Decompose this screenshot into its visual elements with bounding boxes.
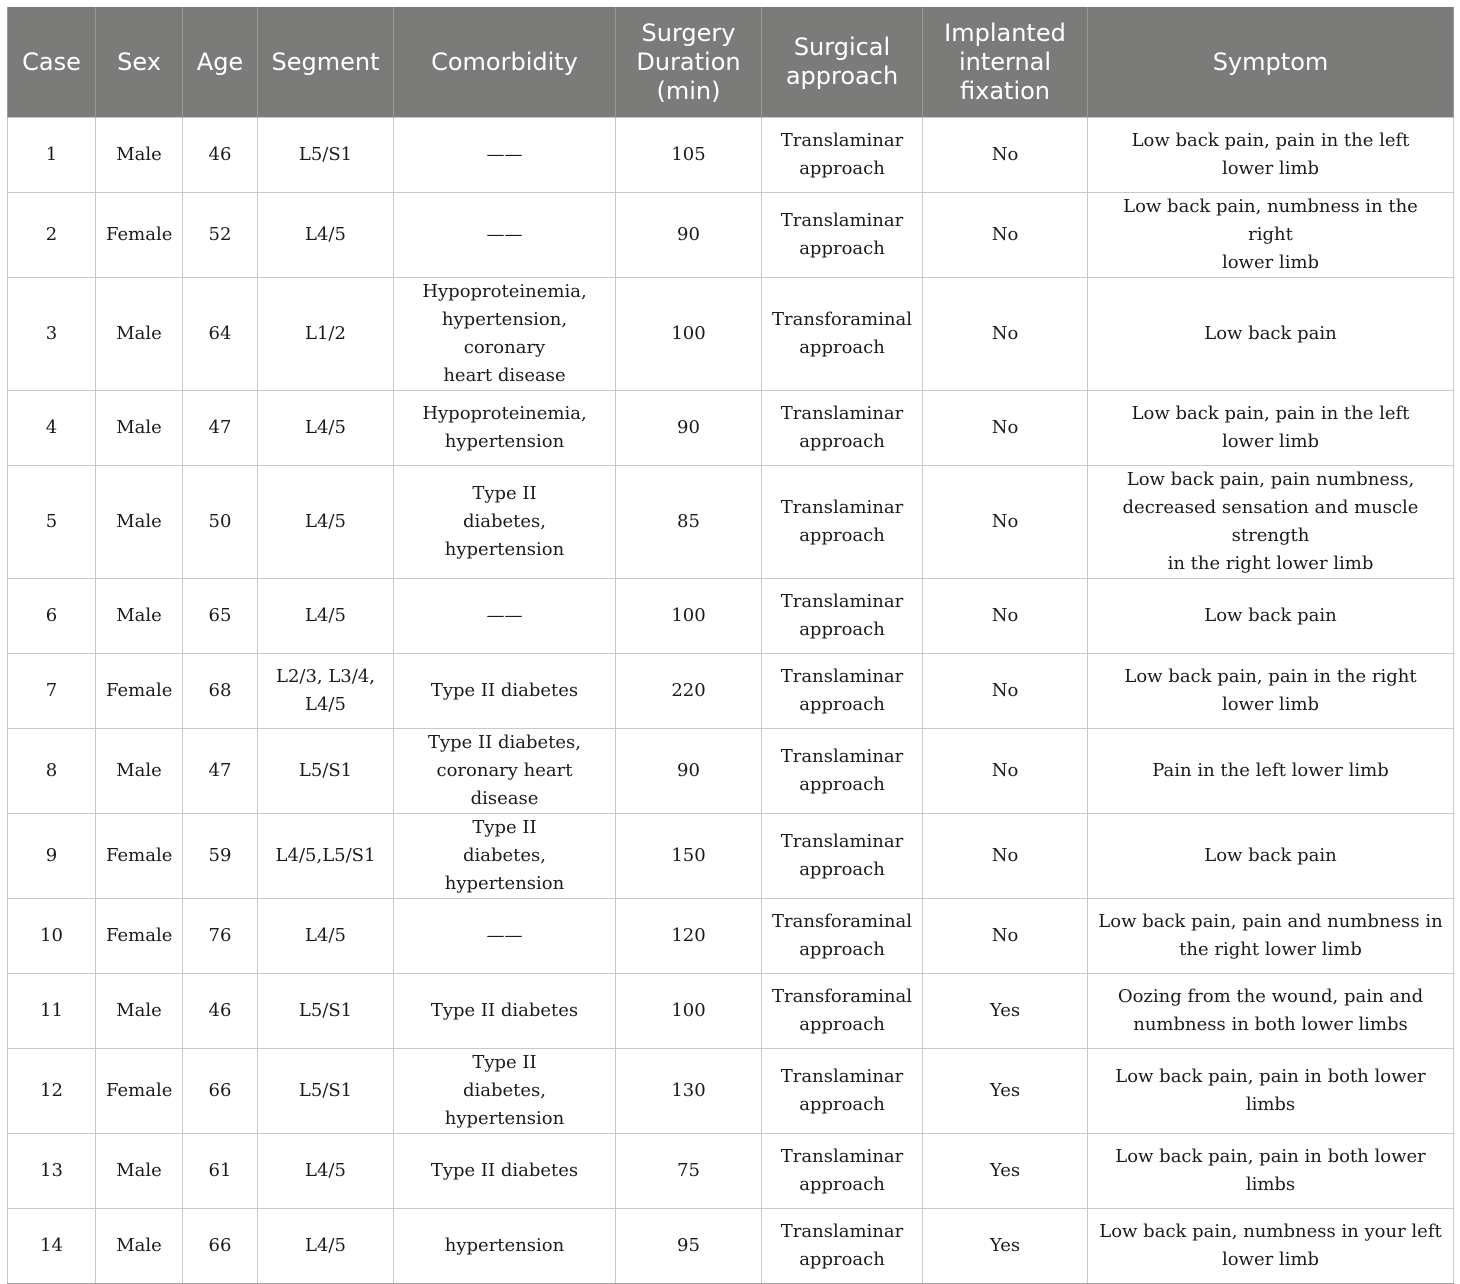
cell-surgical-approach: Translaminar approach (762, 1209, 923, 1284)
table-row (8, 118, 1454, 193)
cell-symptom: Low back pain, pain in the left lower limb (1088, 118, 1454, 193)
cell-case: 10 (8, 899, 96, 974)
cell-comorbidity: —— (394, 118, 616, 193)
header-age: Age (183, 7, 258, 118)
cell-comorbidity: Type II diabetes (394, 654, 616, 729)
cell-segment: L4/5 (258, 466, 394, 579)
cell-symptom: Low back pain (1088, 814, 1454, 899)
cell-symptom: Low back pain, pain in the right lower limb (1088, 654, 1454, 729)
cell-implanted-fixation: No (923, 193, 1088, 278)
table-row (8, 391, 1454, 466)
cell-symptom: Low back pain, pain numbness, decreased sensation and muscle strength in the right lower limb (1088, 466, 1454, 579)
cell-case: 14 (8, 1209, 96, 1284)
table-row (8, 1209, 1454, 1284)
cell-segment: L4/5 (258, 579, 394, 654)
table-body (8, 118, 1454, 1284)
cell-surgical-approach: Translaminar approach (762, 1134, 923, 1209)
cell-age: 46 (183, 118, 258, 193)
cell-symptom: Low back pain (1088, 579, 1454, 654)
table-row (8, 466, 1454, 579)
cell-age: 66 (183, 1209, 258, 1284)
cell-sex: Male (96, 1209, 183, 1284)
cell-sex: Male (96, 974, 183, 1049)
cell-symptom: Low back pain, pain and numbness in the right lower limb (1088, 899, 1454, 974)
table-row (8, 899, 1454, 974)
cell-symptom: Low back pain, pain in both lower limbs (1088, 1049, 1454, 1134)
cell-symptom: Low back pain (1088, 278, 1454, 391)
cell-surgery-duration: 90 (616, 193, 762, 278)
cell-surgery-duration: 95 (616, 1209, 762, 1284)
cell-segment: L1/2 (258, 278, 394, 391)
cell-surgery-duration: 85 (616, 466, 762, 579)
cell-surgery-duration: 220 (616, 654, 762, 729)
cell-sex: Female (96, 654, 183, 729)
cell-case: 4 (8, 391, 96, 466)
cell-case: 11 (8, 974, 96, 1049)
cell-age: 76 (183, 899, 258, 974)
cell-surgical-approach: Translaminar approach (762, 466, 923, 579)
cell-implanted-fixation: Yes (923, 1209, 1088, 1284)
header-row (8, 7, 1454, 118)
cell-segment: L5/S1 (258, 1049, 394, 1134)
cell-sex: Male (96, 579, 183, 654)
cell-segment: L4/5 (258, 193, 394, 278)
cell-surgery-duration: 90 (616, 729, 762, 814)
cell-comorbidity: hypertension (394, 1209, 616, 1284)
table-row (8, 974, 1454, 1049)
cell-comorbidity: —— (394, 193, 616, 278)
cell-implanted-fixation: Yes (923, 1134, 1088, 1209)
cell-implanted-fixation: No (923, 466, 1088, 579)
cell-surgery-duration: 130 (616, 1049, 762, 1134)
cell-case: 6 (8, 579, 96, 654)
cell-sex: Female (96, 1049, 183, 1134)
cell-segment: L5/S1 (258, 729, 394, 814)
cell-comorbidity: Type II diabetes, coronary heart disease (394, 729, 616, 814)
cell-sex: Male (96, 278, 183, 391)
header-sex: Sex (96, 7, 183, 118)
cell-implanted-fixation: Yes (923, 1049, 1088, 1134)
table-header (8, 7, 1454, 118)
cell-surgical-approach: Translaminar approach (762, 1049, 923, 1134)
cell-comorbidity: Type II diabetes (394, 974, 616, 1049)
table-row (8, 1049, 1454, 1134)
cell-surgical-approach: Transforaminal approach (762, 974, 923, 1049)
cell-surgical-approach: Translaminar approach (762, 391, 923, 466)
cell-segment: L2/3, L3/4, L4/5 (258, 654, 394, 729)
header-comorbidity: Comorbidity (394, 7, 616, 118)
cell-surgical-approach: Transforaminal approach (762, 899, 923, 974)
cell-symptom: Pain in the left lower limb (1088, 729, 1454, 814)
header-symptom: Symptom (1088, 7, 1454, 118)
case-table (7, 7, 1454, 1284)
header-surgical-approach: Surgical approach (762, 7, 923, 118)
table-row (8, 278, 1454, 391)
cell-surgical-approach: Translaminar approach (762, 654, 923, 729)
cell-surgery-duration: 105 (616, 118, 762, 193)
cell-implanted-fixation: No (923, 579, 1088, 654)
cell-sex: Male (96, 118, 183, 193)
table-row (8, 1134, 1454, 1209)
cell-implanted-fixation: No (923, 729, 1088, 814)
cell-comorbidity: —— (394, 899, 616, 974)
cell-segment: L4/5 (258, 1134, 394, 1209)
cell-case: 7 (8, 654, 96, 729)
cell-sex: Female (96, 899, 183, 974)
cell-surgery-duration: 75 (616, 1134, 762, 1209)
cell-segment: L4/5 (258, 1209, 394, 1284)
cell-sex: Female (96, 814, 183, 899)
cell-sex: Male (96, 391, 183, 466)
cell-case: 13 (8, 1134, 96, 1209)
table-row (8, 193, 1454, 278)
cell-comorbidity: Type II diabetes, hypertension (394, 1049, 616, 1134)
cell-segment: L4/5,L5/S1 (258, 814, 394, 899)
cell-case: 5 (8, 466, 96, 579)
cell-surgery-duration: 150 (616, 814, 762, 899)
cell-comorbidity: —— (394, 579, 616, 654)
cell-symptom: Oozing from the wound, pain and numbness in both lower limbs (1088, 974, 1454, 1049)
cell-surgical-approach: Translaminar approach (762, 814, 923, 899)
cell-implanted-fixation: No (923, 278, 1088, 391)
cell-case: 1 (8, 118, 96, 193)
cell-surgery-duration: 100 (616, 278, 762, 391)
cell-sex: Male (96, 1134, 183, 1209)
cell-segment: L5/S1 (258, 118, 394, 193)
header-segment: Segment (258, 7, 394, 118)
cell-implanted-fixation: No (923, 654, 1088, 729)
cell-comorbidity: Hypoproteinemia, hypertension (394, 391, 616, 466)
cell-age: 65 (183, 579, 258, 654)
cell-age: 66 (183, 1049, 258, 1134)
cell-implanted-fixation: No (923, 391, 1088, 466)
cell-surgical-approach: Transforaminal approach (762, 278, 923, 391)
cell-case: 12 (8, 1049, 96, 1134)
cell-implanted-fixation: No (923, 899, 1088, 974)
cell-symptom: Low back pain, numbness in your left lower limb (1088, 1209, 1454, 1284)
header-case: Case (8, 7, 96, 118)
cell-symptom: Low back pain, pain in the left lower limb (1088, 391, 1454, 466)
cell-sex: Male (96, 729, 183, 814)
cell-comorbidity: Type II diabetes, hypertension (394, 814, 616, 899)
cell-implanted-fixation: No (923, 118, 1088, 193)
table-row (8, 579, 1454, 654)
cell-case: 8 (8, 729, 96, 814)
header-implanted-fixation: Implanted internal fixation (923, 7, 1088, 118)
table-row (8, 654, 1454, 729)
cell-age: 50 (183, 466, 258, 579)
cell-surgery-duration: 120 (616, 899, 762, 974)
cell-age: 61 (183, 1134, 258, 1209)
cell-surgery-duration: 100 (616, 974, 762, 1049)
cell-age: 47 (183, 391, 258, 466)
cell-surgical-approach: Translaminar approach (762, 579, 923, 654)
cell-sex: Female (96, 193, 183, 278)
cell-age: 68 (183, 654, 258, 729)
cell-age: 52 (183, 193, 258, 278)
cell-comorbidity: Type II diabetes, hypertension (394, 466, 616, 579)
cell-segment: L4/5 (258, 391, 394, 466)
cell-surgical-approach: Translaminar approach (762, 193, 923, 278)
cell-sex: Male (96, 466, 183, 579)
header-surgery-duration: Surgery Duration (min) (616, 7, 762, 118)
cell-implanted-fixation: Yes (923, 974, 1088, 1049)
cell-implanted-fixation: No (923, 814, 1088, 899)
cell-case: 2 (8, 193, 96, 278)
cell-age: 59 (183, 814, 258, 899)
cell-age: 64 (183, 278, 258, 391)
cell-comorbidity: Hypoproteinemia, hypertension, coronary heart disease (394, 278, 616, 391)
cell-segment: L5/S1 (258, 974, 394, 1049)
cell-surgery-duration: 90 (616, 391, 762, 466)
cell-symptom: Low back pain, pain in both lower limbs (1088, 1134, 1454, 1209)
cell-age: 46 (183, 974, 258, 1049)
cell-symptom: Low back pain, numbness in the right lower limb (1088, 193, 1454, 278)
cell-surgical-approach: Translaminar approach (762, 118, 923, 193)
cell-surgery-duration: 100 (616, 579, 762, 654)
cell-case: 9 (8, 814, 96, 899)
cell-age: 47 (183, 729, 258, 814)
cell-case: 3 (8, 278, 96, 391)
cell-comorbidity: Type II diabetes (394, 1134, 616, 1209)
cell-surgical-approach: Translaminar approach (762, 729, 923, 814)
cell-segment: L4/5 (258, 899, 394, 974)
table-row (8, 729, 1454, 814)
table-row (8, 814, 1454, 899)
